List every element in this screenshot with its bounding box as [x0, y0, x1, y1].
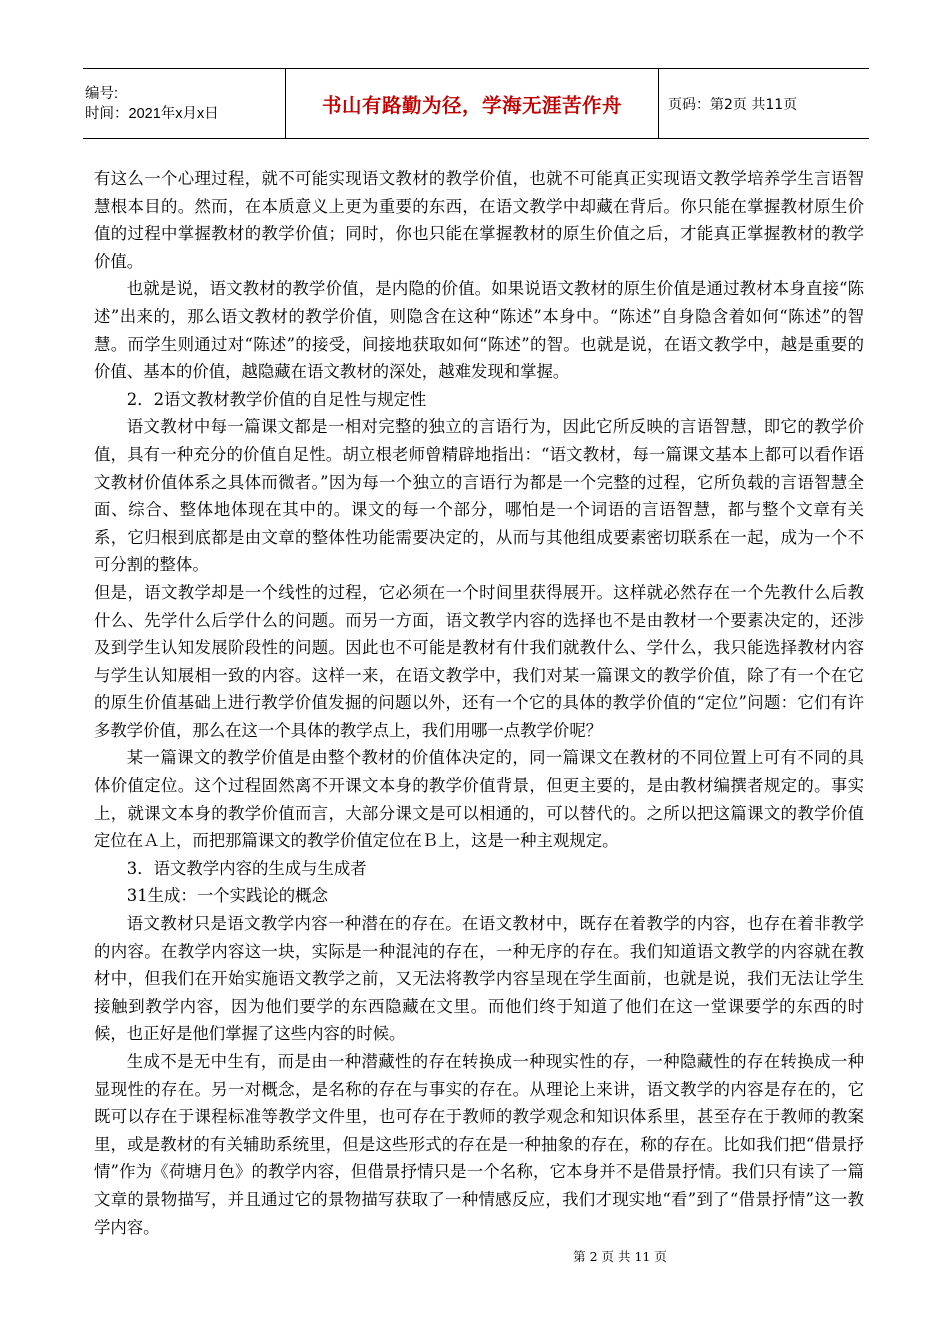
section-heading: 3．语文教学内容的生成与生成者 — [126, 858, 367, 878]
body-paragraph: 某一篇课文的教学价值是由整个教材的价值体决定的，同一篇课文在教材的不同位置上可有不同的具体价值定位。这个过程固然离不开课文本身的教学价值背景，但更主要的，是由教材编撰者规定的。事实上，就课文本身的教学价值而言，大部分课文是可以相通的，可以替代的。之所以把这篇课文的教学价值定位在Ａ上，而把那篇课文的教学价值定位在Ｂ上，这是一种主观规定。 — [94, 748, 864, 851]
section-heading: 2．2语文教材教学价值的自足性与规定性 — [126, 389, 427, 409]
page-header — [83, 68, 869, 139]
body-paragraph: 语文教材中每一篇课文都是一相对完整的独立的言语行为，因此它所反映的言语智慧，即它的教学价值，具有一种充分的价值自足性。胡立根老师曾精辟地指出：“语文教材，每一篇课文基本上都可以看作语文教材价值体系之具体而微者。”因为每一个独立的言语行为都是一个完整的过程，它所负载的言语智慧全面、综合、整体地体现在其中的。课文的每一个部分，哪怕是一个词语的言语智慧，都与整个文章有关系，它归根到底都是由文章的整体性功能需要决定的，从而与其他组成要素密切联系在一起，成为一个不可分割的整体。 — [94, 417, 864, 575]
header-meta — [83, 69, 286, 138]
document-time-label: 时间：2021年x月x日 — [85, 105, 219, 122]
section-heading: 31生成：一个实践论的概念 — [126, 886, 328, 906]
page-footer: 第 2 页 共 11 页 — [573, 1249, 667, 1264]
header-page-info: 页码：第2页 共11页 — [668, 96, 798, 113]
body-paragraph: 语文教材只是语文教学内容一种潜在的存在。在语文教材中，既存在着教学的内容，也存在着非教学的内容。在教学内容这一块，实际是一种混沌的存在，一种无序的存在。我们知道语文教学的内容就在教材中，但我们在开始实施语文教学之前，又无法将教学内容呈现在学生面前，也就是说，我们无法让学生接触到教学内容，因为他们要学的东西隐藏在文里。而他们终于知道了他们在这一堂课要学的东西的时候，也正好是他们掌握了这些内容的时候。 — [94, 914, 864, 1044]
body-paragraph: 有这么一个心理过程，就不可能实现语文教材的教学价值，也就不可能真正实现语文教学培养学生言语智慧根本目的。然而，在本质意义上更为重要的东西，在语文教学中却藏在背后。你只能在掌握教材原生价值的过程中掌握教材的教学价值；同时，你也只能在掌握教材的原生价值之后，才能真正掌握教材的教学价值。 — [94, 169, 864, 271]
header-motto-cell — [286, 69, 659, 138]
body-paragraph: 也就是说，语文教材的教学价值，是内隐的价值。如果说语文教材的原生价值是通过教材本身直接“陈述”出来的，那么语文教材的教学价值，则隐含在这种“陈述”本身中。“陈述”自身隐含着如何“陈述”的智慧。而学生则通过对“陈述”的接受，间接地获取如何“陈述”的智。也就是说，在语文教学中，越是重要的价值、基本的价值，越隐藏在语文教材的深处，越难发现和掌握。 — [94, 279, 864, 382]
body-paragraph: 但是，语文教学却是一个线性的过程，它必须在一个时间里获得展开。这样就必然存在一个先教什么后教什么、先学什么后学什么的问题。而另一方面，语文教学内容的选择也不是由教材一个要素决定的，还涉及到学生认知发展阶段性的问题。因此也不可能是教材有什我们就教什么、学什么，我只能选择教材内容与学生认知展相一致的内容。这样一来，在语文教学中，我们对某一篇课文的教学价值，除了有一个在它的原生价值基础上进行教学价值发掘的问题以外，还有一个它的具体的教学价值的“定位”问题：它们有许多教学价值，那么在这一个具体的教学点上，我们用哪一点教学价呢？ — [94, 582, 864, 740]
document-number-label: 编号: — [85, 85, 119, 102]
header-motto: 书山有路勤为径，学海无涯苦作舟 — [321, 93, 622, 117]
header-page-info-cell — [659, 69, 869, 138]
document-body — [94, 165, 864, 1241]
body-paragraph: 生成不是无中生有，而是由一种潜藏性的存在转换成一种现实性的存，一种隐藏性的存在转换成一种显现性的存在。另一对概念，是名称的存在与事实的存在。从理论上来讲，语文教学的内容是存在的，它既可以存在于课程标准等教学文件里，也可存在于教师的教学观念和知识体系里，甚至存在于教师的教案里，或是教材的有关辅助系统里，但是这些形式的存在是一种抽象的存在，称的存在。比如我们把“借景抒情”作为《荷塘月色》的教学内容，但借景抒情只是一个名称，它本身并不是借景抒情。我们只有读了一篇文章的景物描写，并且通过它的景物描写获取了一种情感反应，我们才现实地“看”到了“借景抒情”这一教学内容。 — [94, 1052, 864, 1237]
